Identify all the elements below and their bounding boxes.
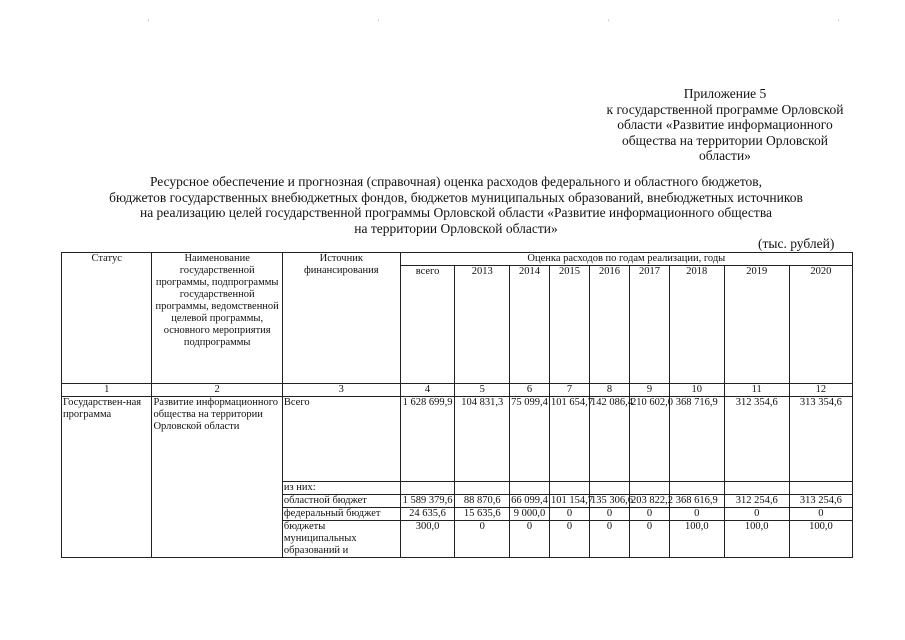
- value-cell: 0: [629, 521, 669, 558]
- value-cell: 142 086,4: [589, 397, 629, 482]
- value-cell: 0: [789, 508, 852, 521]
- column-number: 5: [455, 384, 510, 397]
- title-line: на территории Орловской области»: [354, 220, 558, 236]
- value-cell: 0: [510, 521, 550, 558]
- header-year: 2017: [629, 266, 669, 384]
- value-cell: 312 354,6: [724, 397, 789, 482]
- column-number: 2: [152, 384, 282, 397]
- value-cell: 100,0: [669, 521, 724, 558]
- value-cell: 312 254,6: [724, 495, 789, 508]
- source-cell: бюджеты муниципальных образований и: [282, 521, 400, 558]
- appendix-header: [560, 86, 890, 164]
- value-cell: [400, 482, 455, 495]
- value-cell: 313 354,6: [789, 397, 852, 482]
- column-number: 12: [789, 384, 852, 397]
- scan-mark: ': [608, 18, 610, 27]
- value-cell: 101 154,7: [551, 495, 594, 506]
- header-name: Наименование государственной программы, подпрограммы государственной программы, ведомственной целевой программы, основного мероприятия подпрограммы: [152, 253, 282, 384]
- value-cell: 100,0: [789, 521, 852, 558]
- units-label: (тыс. рублей): [758, 236, 835, 251]
- value-cell: [789, 482, 852, 495]
- appendix-line: общества на территории Орловской: [622, 132, 828, 148]
- value-cell: 101 654,7: [550, 397, 590, 482]
- value-cell: [669, 482, 724, 495]
- value-cell: 100,0: [724, 521, 789, 558]
- appendix-number: Приложение 5: [683, 86, 767, 101]
- header-year: 2013: [455, 266, 510, 384]
- value-cell: 210 602,0: [629, 397, 669, 482]
- value-cell: 300,0: [400, 521, 455, 558]
- value-cell: 135 306,6: [590, 495, 633, 506]
- value-cell: 0: [550, 508, 590, 521]
- value-cell: 66 099,4: [511, 495, 548, 506]
- header-status: Статус: [62, 253, 152, 384]
- value-cell: 0: [589, 508, 629, 521]
- value-cell: [724, 482, 789, 495]
- value-cell: 368 616,9: [669, 495, 724, 508]
- value-cell: 88 870,6: [455, 495, 510, 508]
- column-number: 3: [282, 384, 400, 397]
- title-line: на реализацию целей государственной программы Орловской области «Развитие информационного общества: [139, 205, 773, 220]
- value-cell: 1 589 379,6: [400, 495, 455, 508]
- value-cell: 0: [589, 521, 629, 558]
- header-year: 2020: [789, 266, 852, 384]
- source-cell: федеральный бюджет: [282, 508, 400, 521]
- program-status: Государствен-ная программа: [62, 397, 152, 558]
- column-number: 7: [550, 384, 590, 397]
- title-line: бюджетов государственных внебюджетных фондов, бюджетов муниципальных образований, внебюджетных источников: [109, 189, 803, 205]
- header-row: [62, 253, 853, 266]
- header-year: 2016: [589, 266, 629, 384]
- header-source: Источник финансирования: [282, 253, 400, 384]
- program-name: Развитие информационного общества на территории Орловской области: [152, 397, 282, 558]
- column-number: 11: [724, 384, 789, 397]
- value-cell: [589, 482, 629, 495]
- value-cell: 313 254,6: [789, 495, 852, 508]
- value-cell: 24 635,6: [400, 508, 455, 521]
- column-number-row: [62, 384, 853, 397]
- appendix-line: области «Развитие информационного: [617, 117, 833, 132]
- value-cell: 0: [455, 521, 510, 558]
- value-cell: [629, 482, 669, 495]
- column-number: 4: [400, 384, 455, 397]
- scan-mark: ': [838, 18, 840, 27]
- value-cell: 1 628 699,9: [400, 397, 455, 482]
- scan-mark: ': [378, 18, 380, 27]
- resources-table: [61, 252, 853, 558]
- source-cell: из них:: [282, 482, 400, 495]
- header-year: 2014: [510, 266, 550, 384]
- value-cell: 0: [669, 508, 724, 521]
- value-cell: 0: [550, 521, 590, 558]
- value-cell: 0: [724, 508, 789, 521]
- table-row: [62, 397, 853, 482]
- title-line: Ресурсное обеспечение и прогнозная (справочная) оценка расходов федерального и областного бюджетов,: [149, 174, 763, 189]
- header-year: 2019: [724, 266, 789, 384]
- value-cell: 368 716,9: [669, 397, 724, 482]
- document-title: [40, 174, 872, 236]
- column-number: 6: [510, 384, 550, 397]
- value-cell: 15 635,6: [455, 508, 510, 521]
- source-cell: областной бюджет: [282, 495, 400, 508]
- header-year: 2018: [669, 266, 724, 384]
- value-cell: 203 822,2: [630, 495, 673, 506]
- value-cell: 9 000,0: [510, 508, 550, 521]
- value-cell: 0: [629, 508, 669, 521]
- column-number: 1: [62, 384, 152, 397]
- column-number: 10: [669, 384, 724, 397]
- header-year: всего: [400, 266, 455, 384]
- value-cell: [510, 482, 550, 495]
- header-year: 2015: [550, 266, 590, 384]
- source-cell: Всего: [282, 397, 400, 482]
- column-number: 9: [629, 384, 669, 397]
- appendix-line: к государственной программе Орловской: [606, 101, 844, 117]
- column-number: 8: [589, 384, 629, 397]
- header-estimate: Оценка расходов по годам реализации, годы: [400, 253, 852, 266]
- value-cell: 75 099,4: [510, 397, 550, 482]
- scan-mark: ': [148, 18, 150, 27]
- appendix-line: области»: [699, 148, 751, 163]
- value-cell: 104 831,3: [455, 397, 510, 482]
- value-cell: [550, 482, 590, 495]
- value-cell: [455, 482, 510, 495]
